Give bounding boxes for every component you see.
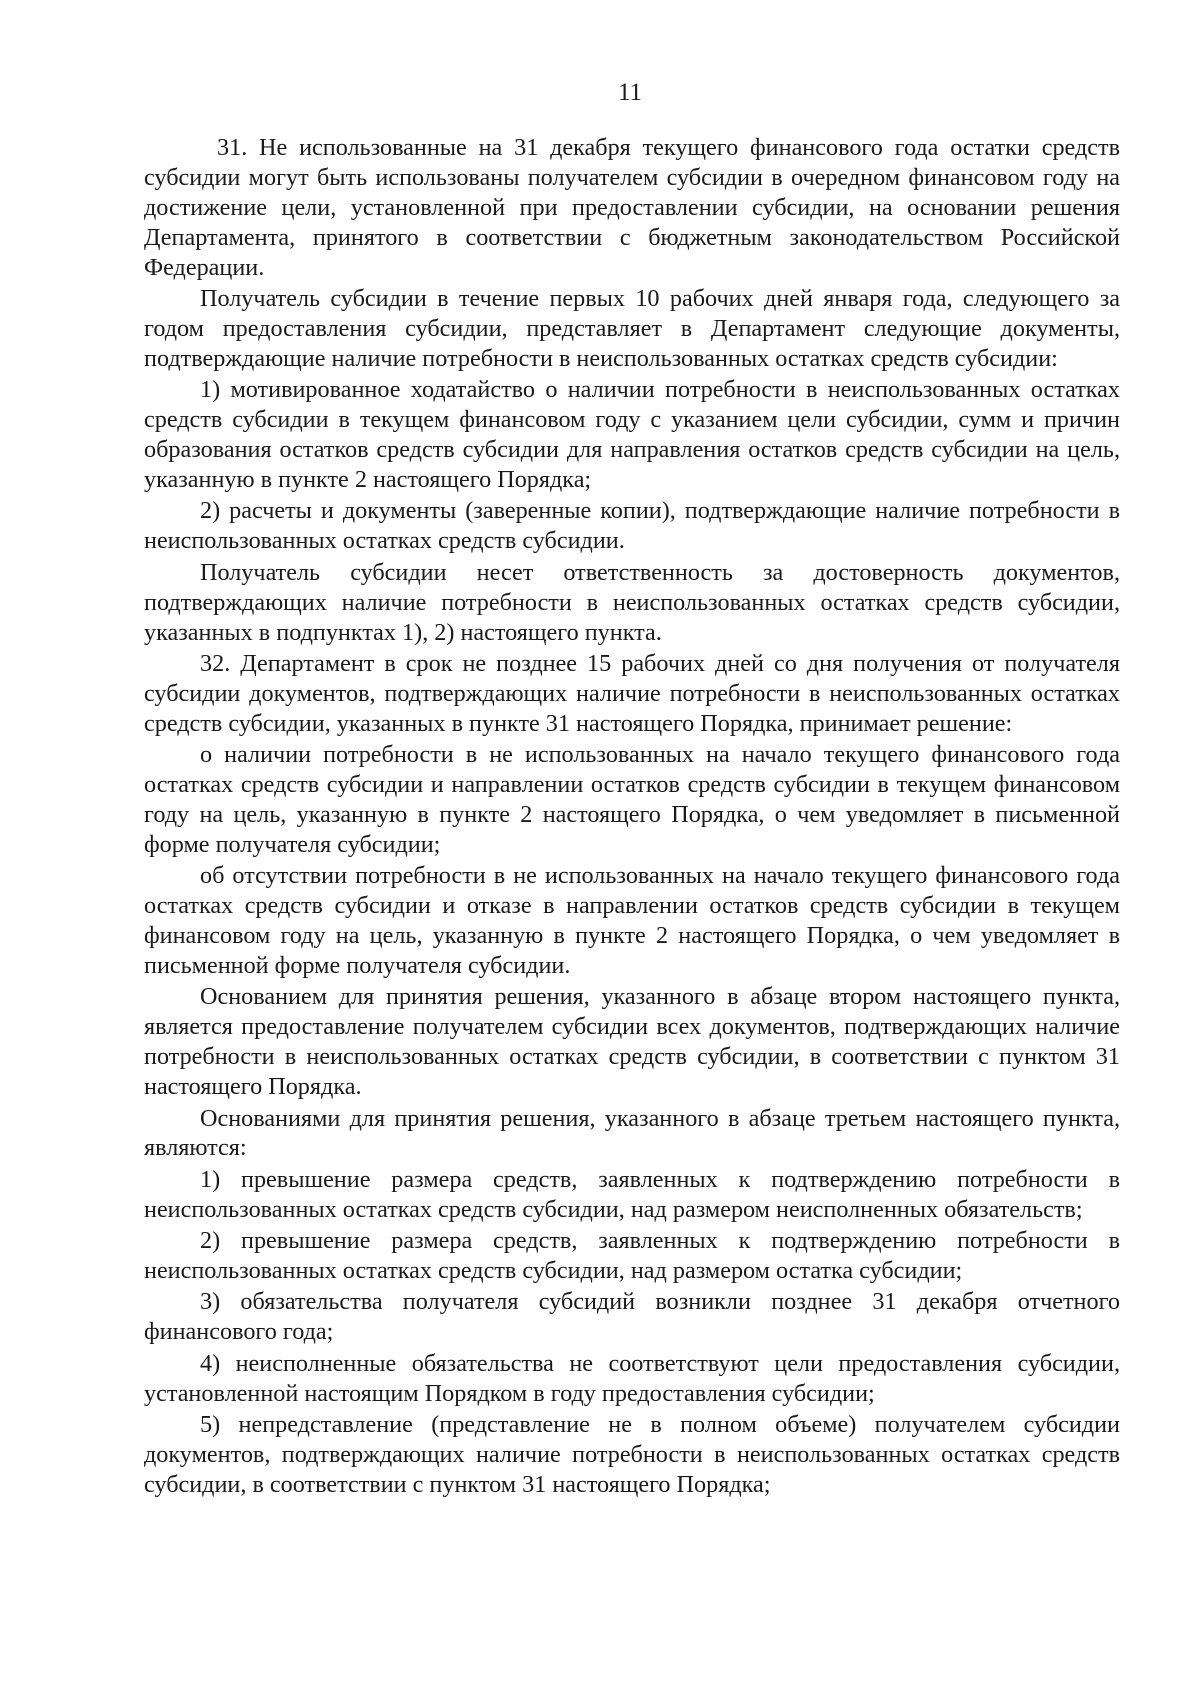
list-item-4-obligations-mismatch: 4) неисполненные обязательства не соответствуют цели предоставления субсидии, установленной настоящим Порядком в году предоставления субсидии; <box>144 1349 1120 1407</box>
list-item-2-excess-balance: 2) превышение размера средств, заявленных к подтверждению потребности в неиспользованных остатках средств субсидии, над размером остатка субсидии; <box>144 1227 1120 1285</box>
list-item-3-obligations-late: 3) обязательства получателя субсидий возникли позднее 31 декабря отчетного финансового года; <box>144 1288 1120 1346</box>
list-item-5-non-submission: 5) непредставление (представление не в полном объеме) получателем субсидии документов, подтверждающих наличие потребности в неиспользованных остатках средств субсидии, в соответствии с пунктом 31 настоящего Порядка; <box>144 1411 1120 1498</box>
paragraph-recipient-responsibility: Получатель субсидии несет ответственность за достоверность документов, подтверждающих наличие потребности в неиспользованных остатках средств субсидии, указанных в подпунктах 1), 2) настоящего пункта. <box>144 558 1120 646</box>
list-item-2-calculations: 2) расчеты и документы (заверенные копии), подтверждающие наличие потребности в неиспользованных остатках средств субсидии. <box>144 497 1120 555</box>
paragraph-31: 31. Не использованные на 31 декабря текущего финансового года остатки средств субсидии могут быть использованы получателем субсидии в очередном финансовом году на достижение цели, установленной при предоставлении субсидии, на основании решения Департамента, принятого в соответствии с бюджетным законодательством Российской Федерации. <box>144 134 1120 281</box>
paragraph-decision-no-need: об отсутствии потребности в не использованных на начало текущего финансового года остатках средств субсидии и отказе в направлении остатков средств субсидии в текущем финансовом году на цель, указанную в пункте 2 настоящего Порядка, о чем уведомляет в письменной форме получателя субсидии. <box>144 862 1120 979</box>
paragraph-decision-need: о наличии потребности в не использованных на начало текущего финансового года остатках средств субсидии и направлении остатков средств субсидии в текущем финансовом году на цель, указанную в пункте 2 настоящего Порядка, о чем уведомляет в письменной форме получателя субсидии; <box>144 741 1120 858</box>
paragraph-basis-third: Основаниями для принятия решения, указанного в абзаце третьем настоящего пункта, являются: <box>144 1104 1120 1162</box>
document-body <box>144 133 1120 1501</box>
paragraph-basis-second: Основанием для принятия решения, указанного в абзаце втором настоящего пункта, является предоставление получателем субсидии всех документов, подтверждающих наличие потребности в неиспользованных остатках средств субсидии, в соответствии с пунктом 31 настоящего Порядка. <box>144 983 1120 1101</box>
paragraph-recipient-documents: Получатель субсидии в течение первых 10 рабочих дней января года, следующего за годом предоставления субсидии, представляет в Департамент следующие документы, подтверждающие наличие потребности в неиспользованных остатках средств субсидии: <box>144 285 1120 372</box>
paragraph-32: 32. Департамент в срок не позднее 15 рабочих дней со дня получения от получателя субсидии документов, подтверждающих наличие потребности в неиспользованных остатках средств субсидии, указанных в пункте 31 настоящего Порядка, принимает решение: <box>144 649 1120 737</box>
list-item-1-petition: 1) мотивированное ходатайство о наличии потребности в неиспользованных остатках средств субсидии в текущем финансовом году с указанием цели субсидии, сумм и причин образования остатков средств субсидии для направления остатков средств субсидии на цель, указанную в пункте 2 настоящего Порядка; <box>144 376 1120 493</box>
page-number: 11 <box>617 79 643 106</box>
list-item-1-excess-obligations: 1) превышение размера средств, заявленных к подтверждению потребности в неиспользованных остатках средств субсидии, над размером неисполненных обязательств; <box>144 1165 1120 1223</box>
